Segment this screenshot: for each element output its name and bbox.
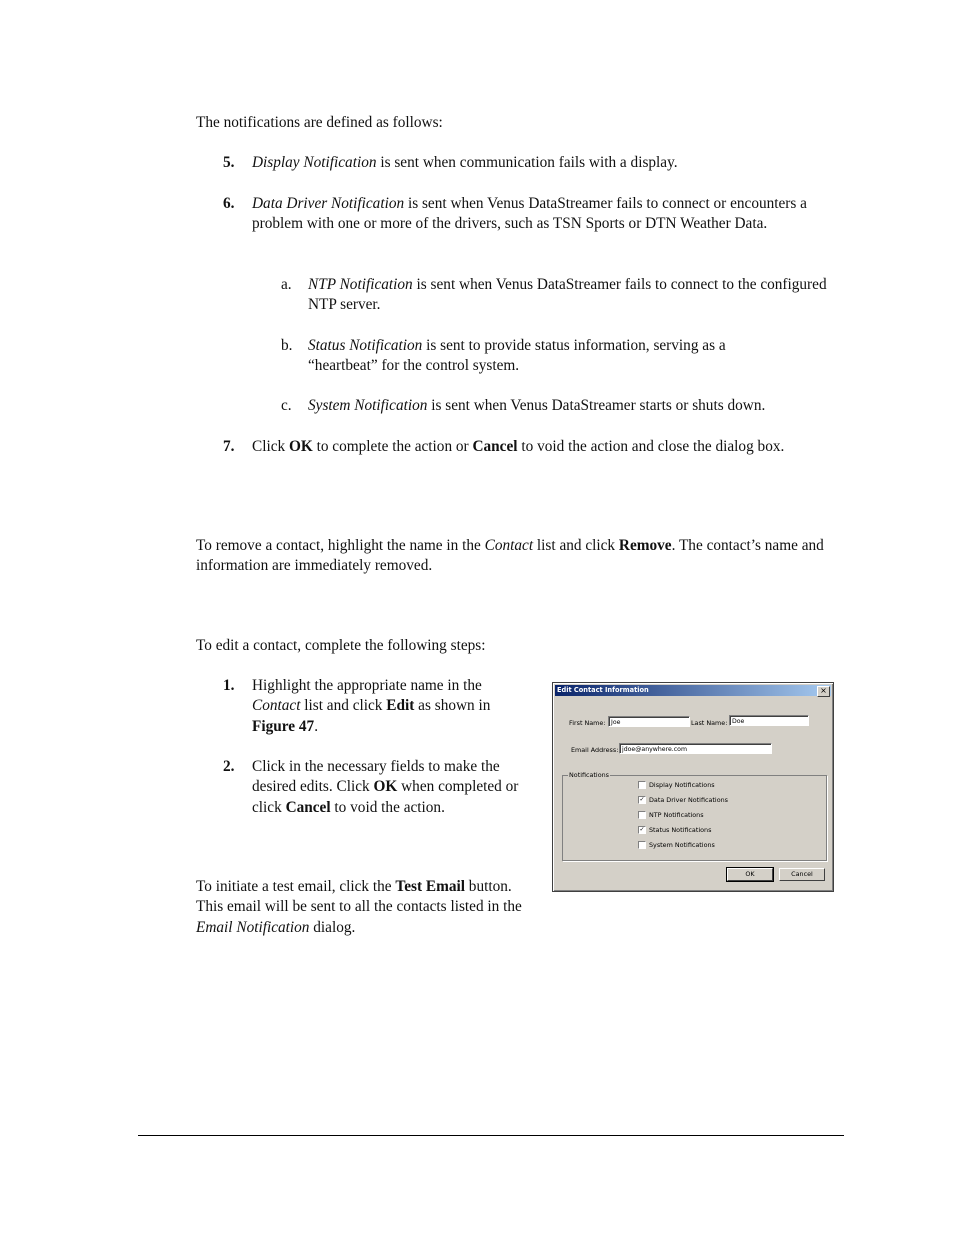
last-name-label: Last Name: <box>691 719 728 727</box>
text-run: . <box>314 717 319 735</box>
remove-contact-paragraph <box>196 536 836 577</box>
notifications-group <box>562 771 827 861</box>
checkbox-label: System Notifications <box>649 841 715 849</box>
item-number: 1. <box>223 677 235 694</box>
subitem-term: System Notification <box>308 397 428 414</box>
subitem-text: is sent to provide status information, serving as a “heartbeat” for the control system. <box>308 337 726 375</box>
edit-step-fields <box>252 757 542 818</box>
first-name-field[interactable]: Joe <box>608 716 690 727</box>
subitem-letter: b. <box>281 337 293 354</box>
email-field[interactable]: jdoe@anywhere.com <box>619 743 772 754</box>
subitem-term: Status Notification <box>308 337 423 354</box>
email-label: Email Address: <box>571 746 619 754</box>
item-term: Display Notification <box>252 154 377 171</box>
checkbox-box[interactable]: ✓ <box>639 796 645 803</box>
item-text: is sent when communication fails with a display. <box>376 154 678 171</box>
subitem-ntp-notification <box>308 275 828 316</box>
subitem-letter: a. <box>281 276 292 293</box>
edit-step-highlight <box>252 676 534 737</box>
item-number: 7. <box>223 438 235 455</box>
checkbox-label: NTP Notifications <box>649 811 704 819</box>
system-notifications-checkbox[interactable] <box>638 841 715 849</box>
subitem-text: is sent when Venus DataStreamer starts or shuts down. <box>427 397 766 414</box>
ok-button[interactable]: OK <box>727 868 773 881</box>
subitem-letter: c. <box>281 397 292 414</box>
checkbox-label: Status Notifications <box>649 826 712 834</box>
item-number: 6. <box>223 195 235 212</box>
checkbox-label: Data Driver Notifications <box>649 796 728 804</box>
item-text: is sent when Venus DataStreamer fails to connect or encounters a problem with one or more of the drivers, such as TSN Sports or DTN Weather Data. <box>252 195 807 233</box>
test-email-paragraph <box>196 877 536 938</box>
subitem-term: NTP Notification <box>308 276 413 293</box>
item-display-notification <box>252 153 832 173</box>
ntp-notifications-checkbox[interactable] <box>638 811 704 819</box>
text-run: Click <box>252 438 289 455</box>
cancel-term: Cancel <box>285 798 331 816</box>
text-run: when completed or click <box>252 778 519 816</box>
text-run: list and click <box>300 697 387 715</box>
cancel-button[interactable]: Cancel <box>779 868 825 881</box>
checkbox-box[interactable] <box>638 781 646 789</box>
item-number: 2. <box>223 758 235 775</box>
contact-term: Contact <box>484 537 534 554</box>
figure-reference: Figure 47 <box>252 717 315 735</box>
footer-rule <box>138 1135 844 1136</box>
dialog-title: Edit Contact Information <box>557 686 649 694</box>
data-driver-notifications-checkbox[interactable] <box>638 796 728 804</box>
edit-term: Edit <box>386 697 415 715</box>
text-run: To initiate a test email, click the <box>196 878 396 895</box>
edit-intro-text: To edit a contact, complete the following steps: <box>196 637 486 654</box>
checkbox-box[interactable] <box>638 841 646 849</box>
subitem-status-notification <box>308 336 788 377</box>
item-data-driver-notification <box>252 194 832 235</box>
text-run: Highlight the appropriate name in the <box>252 677 482 694</box>
ok-term: OK <box>373 778 398 796</box>
notifications-group-label: Notifications <box>569 771 609 779</box>
ok-term: OK <box>288 438 313 455</box>
display-notifications-checkbox[interactable] <box>638 781 715 789</box>
step-complete-action <box>252 437 832 457</box>
first-name-label: First Name: <box>569 719 606 727</box>
checkbox-box[interactable] <box>638 811 646 819</box>
email-notification-term: Email Notification <box>196 918 310 936</box>
close-icon[interactable]: × <box>817 686 830 697</box>
contact-term: Contact <box>252 697 301 715</box>
last-name-field[interactable]: Doe <box>729 715 809 726</box>
subitem-text: is sent when Venus DataStreamer fails to connect to the configured NTP server. <box>308 276 827 314</box>
edit-contact-dialog <box>552 682 834 892</box>
text-run: button. This email will be sent to all the contacts listed in the <box>196 878 522 916</box>
text-run: to void the action and close the dialog box. <box>517 438 785 455</box>
text-run: dialog. <box>309 918 356 936</box>
text-run: To remove a contact, highlight the name in the <box>196 537 485 554</box>
subitem-system-notification <box>308 396 848 416</box>
text-run: list and click <box>533 537 619 554</box>
status-notifications-checkbox[interactable] <box>638 826 711 834</box>
item-number: 5. <box>223 154 235 171</box>
checkbox-box[interactable]: ✓ <box>639 826 645 833</box>
remove-term: Remove <box>618 537 672 554</box>
checkbox-label: Display Notifications <box>649 781 715 789</box>
intro-text: The notifications are defined as follows: <box>196 114 443 131</box>
test-email-term: Test Email <box>395 878 465 895</box>
item-term: Data Driver Notification <box>252 195 405 212</box>
cancel-term: Cancel <box>472 438 518 455</box>
text-run: . The contact’s name and information are immediately removed. <box>196 537 824 575</box>
text-run: as shown in <box>414 697 491 715</box>
text-run: to complete the action or <box>312 438 473 455</box>
text-run: Click in the necessary fields to make the desired edits. Click <box>252 758 500 796</box>
text-run: to void the action. <box>330 798 445 816</box>
dialog-titlebar <box>555 685 831 696</box>
